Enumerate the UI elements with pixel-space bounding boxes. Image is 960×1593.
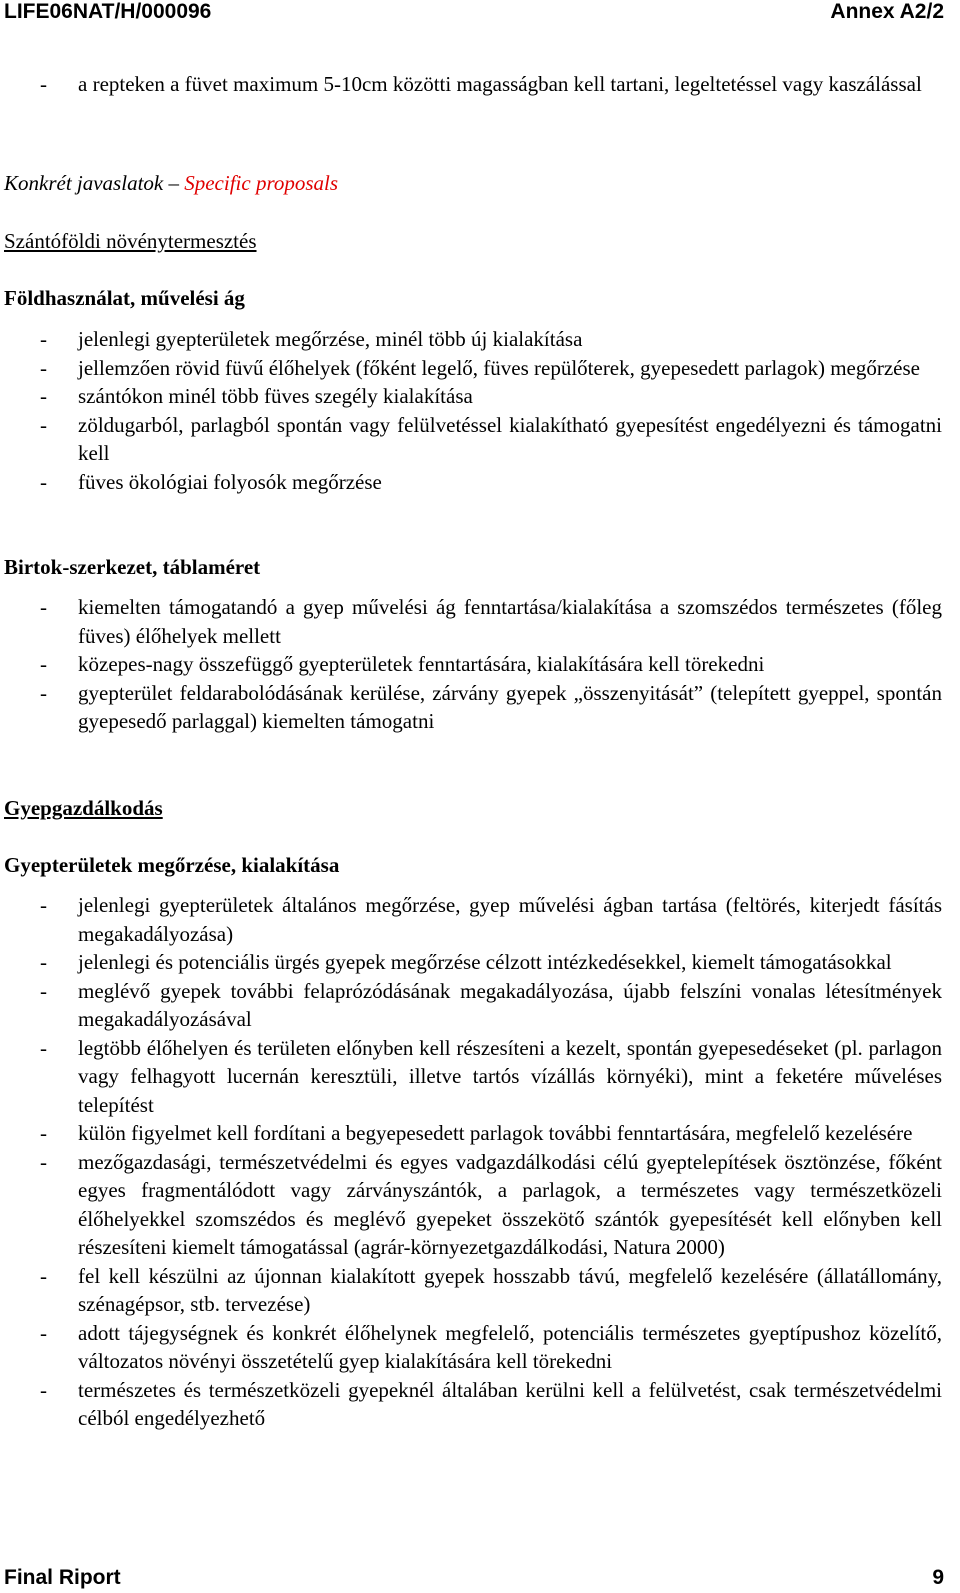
land-use-list (4, 325, 942, 496)
intro-list-block (4, 70, 942, 99)
list-item: - külön figyelmet kell fordítani a begyepesedett parlagok további fenntartására, megfelelő kezelésére (40, 1121, 913, 1145)
subsection-title-estate: Birtok-szerkezet, táblaméret (4, 555, 261, 579)
intro-list (4, 70, 942, 99)
list-item: - jelenlegi gyepterületek megőrzése, minél több új kialakítása (40, 327, 583, 351)
list-item: - a repteken a füvet maximum 5-10cm közötti magasságban kell tartani, legeltetéssel vagy kaszálással (40, 72, 922, 96)
subsection-title-grassland-preservation: Gyepterületek megőrzése, kialakítása (4, 853, 340, 877)
list-item: - szántókon minél több füves szegély kialakítása (40, 384, 473, 408)
list-item: - jellemzően rövid füvű élőhelyek (főként legelő, füves repülőterek, gyepesedett parlagok) megőrzése (40, 355, 920, 380)
proposals-heading (4, 169, 942, 197)
subsection-title-land-use: Földhasználat, művelési ág (4, 286, 245, 310)
page-number: 9 (932, 1566, 944, 1589)
list-item: - kiemelten támogatandó a gyep művelési ág fenntartása/kialakítása a szomszédos természetes (főleg füves) élőhelyek mellett (40, 595, 942, 648)
list-item: - gyepterület feldarabolódásának kerülése, zárvány gyepek „összenyitását” (telepített gyeppel, spontán gyepesedő parlaggal) kiemelten támogatni (40, 680, 942, 733)
list-item: - természetes és természetközeli gyepeknél általában kerülni kell a felülvetést, csak természetvédelmi célból engedélyezhető (40, 1377, 942, 1430)
annex-label: Annex A2/2 (830, 0, 944, 23)
list-item: - adott tájegységnek és konkrét élőhelynek megfelelő, potenciális természetes gyeptípushoz közelítő, változatos növényi összetételű gyep kialakítására kell törekedni (40, 1320, 942, 1373)
page-footer (4, 1566, 944, 1590)
project-code: LIFE06NAT/H/000096 (4, 0, 212, 23)
list-item: - füves ökológiai folyosók megőrzése (40, 469, 382, 494)
list-item: - zöldugarból, parlagból spontán vagy felülvetéssel kialakítható gyepesítést engedélyezni és támogatni kell (40, 412, 942, 465)
grassland-list (4, 891, 942, 1433)
estate-list-block (4, 593, 942, 736)
report-title: Final Riport (4, 1566, 121, 1589)
list-item: - jelenlegi gyepterületek általános megőrzése, gyep művelési ágban tartása (feltörés, kiterjedt fásítás megakadályozása) (40, 893, 942, 946)
list-item: - meglévő gyepek további felaprózódásának megakadályozása, újabb felszíni vonalas létesítmények megakadályozásával (40, 978, 942, 1031)
list-item: - jelenlegi és potenciális ürgés gyepek megőrzése célzott intézkedésekkel, kiemelt támogatásokkal (40, 950, 892, 974)
proposals-heading-en: Specific proposals (184, 171, 339, 195)
page-header (4, 0, 944, 24)
list-item: - legtöbb élőhelyen és területen előnyben kell részesíteni a kezelt, spontán gyepesedéseket (pl. parlagon vagy felhagyott lucernán keresztüli, illetve tartós vízállás környéki), mint a feketére műveléses telepítést (40, 1035, 942, 1117)
section-title-grassland: Gyepgazdálkodás (4, 796, 163, 820)
grassland-list-block (4, 891, 942, 1433)
list-item: - fel kell készülni az újonnan kialakított gyepek hosszabb távú, megfelelő kezelésére (állatállomány, szénagépsor, stb. tervezése) (40, 1263, 942, 1316)
land-use-list-block (4, 325, 942, 496)
proposals-heading-hu: Konkrét javaslatok – (4, 171, 185, 195)
section-title-arable: Szántóföldi növénytermesztés (4, 229, 257, 253)
list-item: - közepes-nagy összefüggő gyepterületek fenntartására, kialakítására kell törekedni (40, 652, 765, 676)
estate-list (4, 593, 942, 736)
list-item: - mezőgazdasági, természetvédelmi és egyes vadgazdálkodási célú gyeptelepítések ösztönzése, főként egyes fragmentálódott vagy zárványszántók, a parlagok, a természetes vagy természetközeli élőhelyekkel szomszédos és meglévő gyepeket összekötő szántók gyepesítését kell előnyben kell részesíteni kiemelt támogatással (agrár-környezetgazdálkodási, Natura 2000) (40, 1149, 942, 1259)
